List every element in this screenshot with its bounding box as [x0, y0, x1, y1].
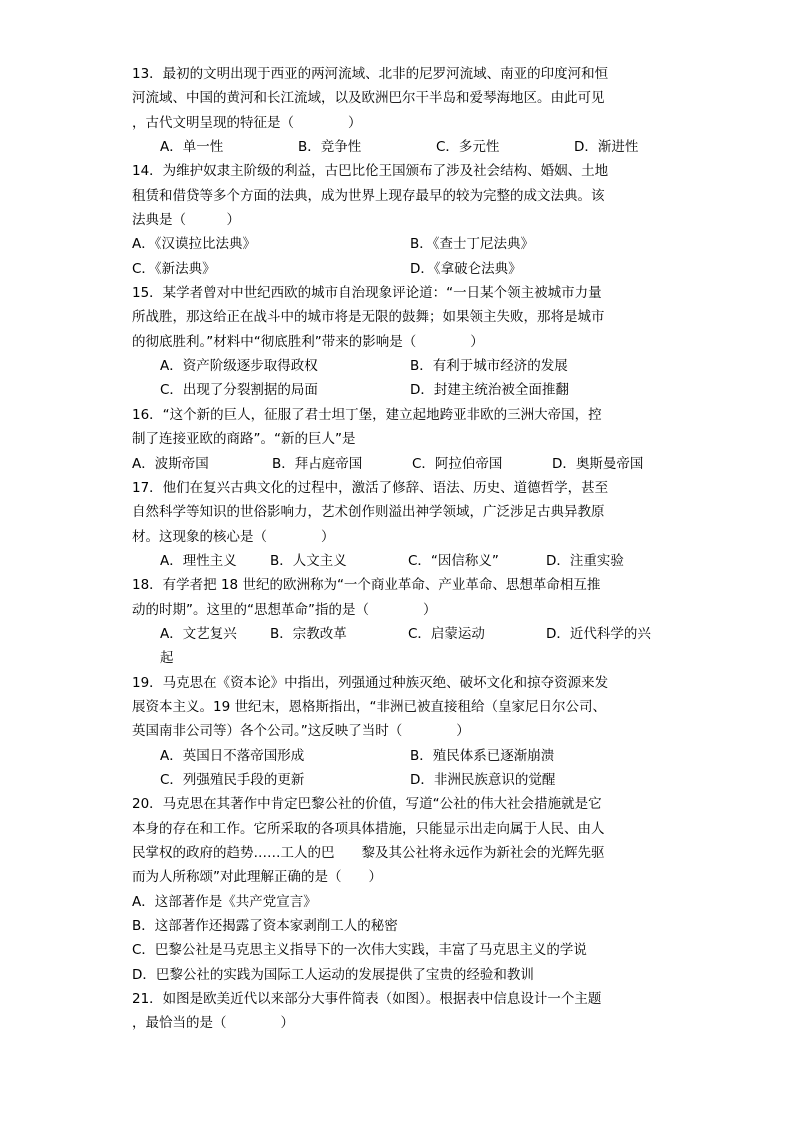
question-19-stem-line: 展资本主义。19 世纪末，恩格斯指出，“非洲已被直接租给（皇家尼日尔公司、 [132, 698, 606, 715]
option-d[interactable]: D．《拿破仑法典》 [410, 260, 522, 277]
option-b[interactable]: B．殖民体系已逐渐崩溃 [410, 747, 555, 764]
option-d[interactable]: D．非洲民族意识的觉醒 [410, 771, 556, 788]
question-13 [132, 62, 672, 159]
question-19-options-row-1 [132, 744, 672, 768]
option-c[interactable]: C．“因信称义” [408, 552, 499, 569]
question-21-stem-line: ，最恰当的是（ ） [132, 1015, 294, 1032]
option-a[interactable]: A．《汉谟拉比法典》 [132, 236, 256, 253]
option-b[interactable]: B．拜占庭帝国 [272, 455, 363, 472]
option-a[interactable]: A．英国日不落帝国形成 [160, 747, 305, 764]
question-13-options [132, 135, 672, 159]
option-a[interactable]: A．单一性 [160, 139, 224, 156]
question-16-options [132, 452, 672, 476]
question-21 [132, 987, 672, 1036]
question-14-stem-line: 租赁和借贷等多个方面的法典，成为世界上现存最早的较为完整的成文法典。该 [132, 187, 605, 204]
question-14-stem-line: 14．为维护奴隶主阶级的利益，古巴比伦王国颁布了涉及社会结构、婚姻、土地 [132, 163, 609, 180]
option-b[interactable]: B．这部著作还揭露了资本家剥削工人的秘密 [132, 918, 398, 935]
question-16-stem-line: 16．“这个新的巨人，征服了君士坦丁堡，建立起地跨亚非欧的三洲大帝国，控 [132, 406, 602, 423]
question-19-stem-line: 英国南非公司等）各个公司。”这反映了当时（ ） [132, 723, 470, 740]
exam-page [132, 62, 672, 1036]
option-c[interactable]: C．《新法典》 [132, 260, 216, 277]
question-14-options-row-1 [132, 232, 672, 256]
question-13-stem-line: 河流域、中国的黄河和长江流域，以及欧洲巴尔干半岛和爱琴海地区。由此可见 [132, 90, 605, 107]
option-b[interactable]: B．宗教改革 [270, 625, 347, 642]
question-14-stem-line: 法典是（ ） [132, 212, 240, 229]
question-15-options-row-2 [132, 378, 672, 402]
question-15 [132, 281, 672, 403]
question-16-stem-line: 制了连接亚欧的商路”。“新的巨人”是 [132, 431, 356, 448]
question-17-stem-line: 17．他们在复兴古典文化的过程中，激活了修辞、语法、历史、道德哲学，甚至 [132, 479, 609, 496]
option-a[interactable]: A．资产阶级逐步取得政权 [160, 358, 318, 375]
option-b[interactable]: B．人文主义 [270, 552, 347, 569]
option-d[interactable]: D．奥斯曼帝国 [552, 455, 644, 472]
option-a[interactable]: A．波斯帝国 [132, 455, 209, 472]
option-b[interactable]: B．有利于城市经济的发展 [410, 358, 568, 375]
option-d[interactable]: D．巴黎公社的实践为国际工人运动的发展提供了宝贵的经验和教训 [132, 966, 534, 983]
question-15-stem-line: 15．某学者曾对中世纪西欧的城市自治现象评论道：“一日某个领主被城市力量 [132, 285, 602, 302]
option-c[interactable]: C．出现了分裂割据的局面 [160, 382, 318, 399]
question-20 [132, 792, 672, 987]
question-19-options-row-2 [132, 768, 672, 792]
question-19 [132, 671, 672, 793]
option-c[interactable]: C．列强殖民手段的更新 [160, 771, 305, 788]
question-18-stem-line: 18．有学者把 18 世纪的欧洲称为“一个商业革命、产业革命、思想革命相互推 [132, 577, 601, 594]
option-c[interactable]: C．巴黎公社是马克思主义指导下的一次伟大实践，丰富了马克思主义的学说 [132, 942, 587, 959]
option-b[interactable]: B．《查士丁尼法典》 [410, 236, 535, 253]
option-c[interactable]: C．启蒙运动 [408, 625, 485, 642]
question-15-stem-line: 的彻底胜利。”材料中“彻底胜利”带来的影响是（ ） [132, 333, 484, 350]
question-18 [132, 573, 672, 670]
question-17 [132, 476, 672, 573]
question-13-stem-line: ，古代文明呈现的特征是（ ） [132, 114, 362, 131]
option-d[interactable]: D．注重实验 [546, 552, 624, 569]
option-c[interactable]: C．阿拉伯帝国 [412, 455, 503, 472]
question-17-stem-line: 材。这现象的核心是（ ） [132, 528, 335, 545]
option-a[interactable]: A．这部著作是《共产党宣言》 [132, 893, 317, 910]
question-14-options-row-2 [132, 257, 672, 281]
option-a[interactable]: A．文艺复兴 [160, 625, 237, 642]
question-15-options-row-1 [132, 354, 672, 378]
question-13-stem-line: 13．最初的文明出现于西亚的两河流域、北非的尼罗河流域、南亚的印度河和恒 [132, 66, 609, 82]
question-20-stem-line: 本身的存在和工作。它所采取的各项具体措施，只能显示出走向属于人民、由人 [132, 820, 605, 837]
question-20-stem-line: 而为人所称颂”对此理解正确的是（ ） [132, 869, 382, 886]
question-17-options [132, 549, 672, 573]
option-d[interactable]: D．封建主统治被全面推翻 [410, 382, 569, 399]
option-a[interactable]: A．理性主义 [160, 552, 237, 569]
question-20-stem-line: 民掌权的政府的趋势……工人的巴 黎及其公社将永远作为新社会的光辉先驱 [132, 845, 605, 861]
question-16 [132, 403, 672, 476]
option-c[interactable]: C．多元性 [436, 139, 500, 156]
question-21-stem-line: 21．如图是欧美近代以来部分大事件简表（如图）。根据表中信息设计一个主题 [132, 991, 602, 1008]
question-20-stem-line: 20．马克思在其著作中肯定巴黎公社的价值，写道“公社的伟大社会措施就是它 [132, 796, 602, 813]
question-18-stem-line: 动的时期”。这里的“思想革命”指的是（ ） [132, 601, 437, 618]
option-b[interactable]: B．竞争性 [298, 139, 362, 156]
option-d[interactable]: D．近代科学的兴 [546, 625, 651, 642]
question-15-stem-line: 所战胜，那这给正在战斗中的城市将是无限的鼓舞；如果领主失败，那将是城市 [132, 309, 605, 326]
question-18-options [132, 622, 672, 646]
option-d[interactable]: D．渐进性 [574, 139, 639, 156]
question-19-stem-line: 19．马克思在《资本论》中指出，列强通过种族灭绝、破坏文化和掠夺资源来发 [132, 674, 609, 691]
question-17-stem-line: 自然科学等知识的世俗影响力，艺术创作则溢出神学领域，广泛涉足古典异教原 [132, 504, 605, 521]
question-14 [132, 159, 672, 281]
option-d-wrap: 起 [160, 650, 174, 667]
